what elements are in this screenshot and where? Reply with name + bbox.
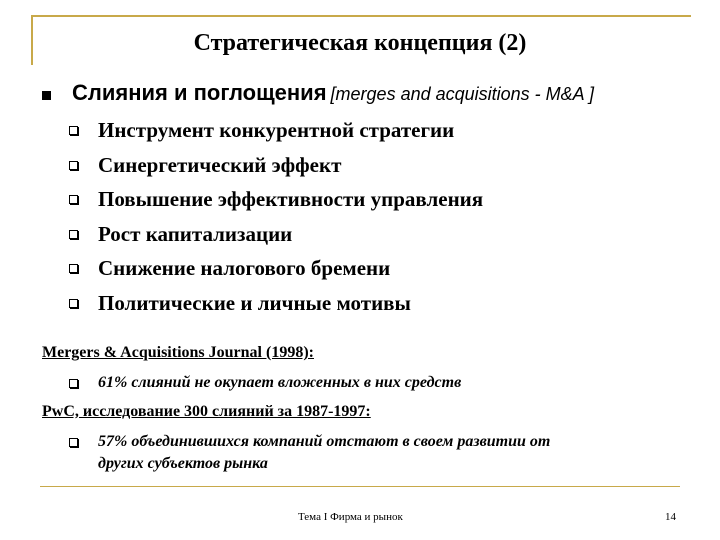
finding-line: 57% объединившихся компаний отстают в своем развитии от <box>98 433 551 450</box>
reference-source-1: Mergers & Acquisitions Journal (1998): <box>42 344 314 361</box>
reference-finding-2 <box>66 431 550 475</box>
checkbox-bullet-icon <box>69 438 78 447</box>
checkbox-bullet-icon <box>69 230 78 239</box>
list-item-text: Синергетический эффект <box>98 152 342 177</box>
square-bullet-icon <box>42 91 51 100</box>
sub-point-list <box>66 113 483 320</box>
reference-finding-1 <box>66 372 461 394</box>
footer-topic: Тема I Фирма и рынок <box>298 511 403 523</box>
finding-line: 61% слияний не окупает вложенных в них средств <box>98 374 462 391</box>
finding-line: других субъектов рынка <box>98 455 268 472</box>
list-item <box>66 217 483 252</box>
checkbox-bullet-icon <box>69 126 78 135</box>
page-number: 14 <box>665 511 676 523</box>
main-point-label: Слияния и поглощения <box>72 80 327 105</box>
list-item-text: Повышение эффективности управления <box>98 187 484 211</box>
main-point <box>72 80 594 106</box>
list-item <box>66 286 483 321</box>
reference-source-2: PwC, исследование 300 слияний за 1987-1997: <box>42 403 371 420</box>
list-item <box>66 251 483 286</box>
footer-divider <box>40 486 680 487</box>
main-point-note: [merges and acquisitions - M&A ] <box>330 84 594 104</box>
slide-title: Стратегическая концепция (2) <box>193 30 527 56</box>
list-item <box>66 148 483 183</box>
checkbox-bullet-icon <box>69 299 78 308</box>
checkbox-bullet-icon <box>69 161 78 170</box>
list-item-text: Рост капитализации <box>98 221 293 246</box>
frame-top-line <box>31 15 691 17</box>
checkbox-bullet-icon <box>69 379 78 388</box>
checkbox-bullet-icon <box>69 195 78 204</box>
list-item <box>66 113 483 148</box>
list-item <box>66 182 483 217</box>
checkbox-bullet-icon <box>69 264 78 273</box>
list-item-text: Политические и личные мотивы <box>98 290 411 315</box>
list-item-text: Инструмент конкурентной стратегии <box>98 118 455 142</box>
list-item-text: Снижение налогового бремени <box>98 256 391 280</box>
